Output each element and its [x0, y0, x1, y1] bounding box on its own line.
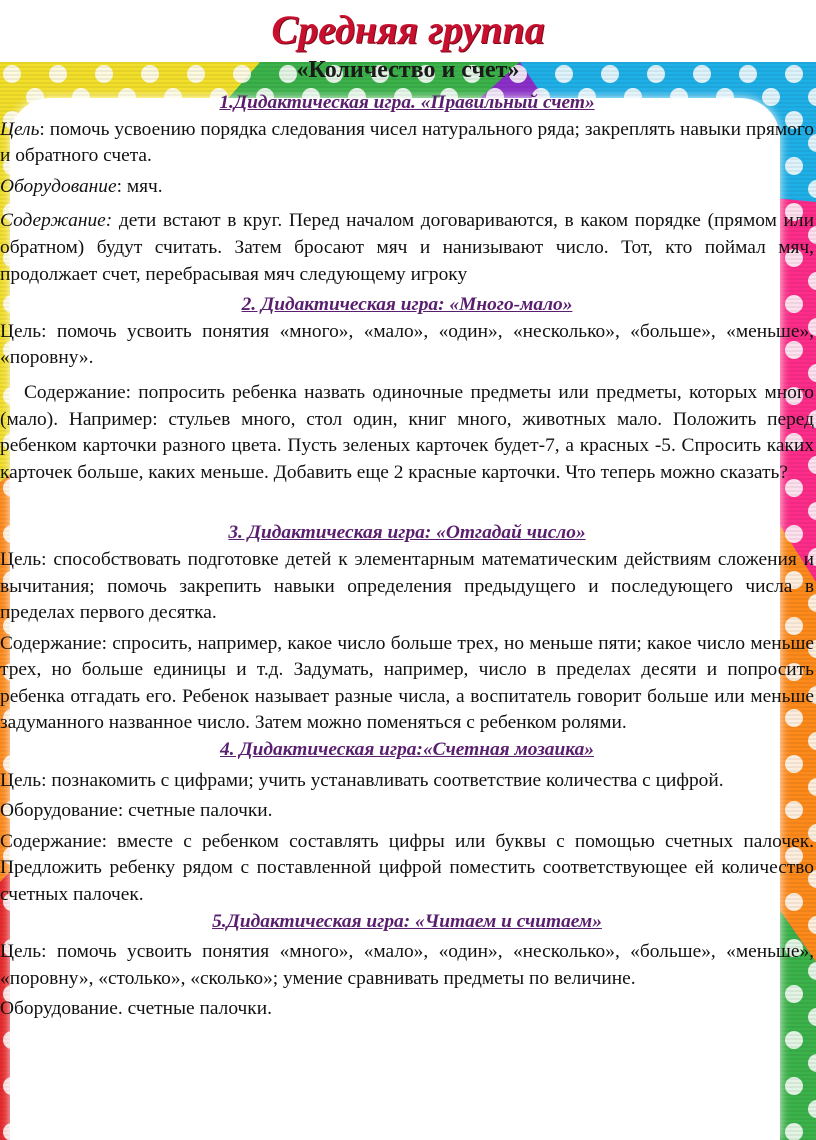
section-5-equipment: Оборудование. счетные палочки.: [0, 998, 272, 1020]
section-2-heading: 2. Дидактическая игра: «Много-мало»: [241, 294, 573, 316]
section-1-equipment: [0, 174, 814, 201]
section-3-goal: Цель: способствовать подготовке детей к элементарным математическим действиям сложения и вычитания; помочь закрепить навыки определения предыдущего и последующего числа в пределах первого десятка.: [0, 548, 814, 624]
page-title: Средняя группа: [271, 7, 545, 52]
section-1-goal: [0, 117, 814, 170]
section-4-content: Содержание: вместе с ребенком составлять цифры или буквы с помощью счетных палочек. Предложить ребенку рядом с поставленной цифрой поместить соответствующее ей количество счетных палочек.: [0, 830, 814, 906]
section-1-equipment-label: Оборудование: [0, 175, 117, 197]
section-3-heading: 3. Дидактическая игра: «Отгадай число»: [228, 522, 586, 544]
section-5-goal: Цель: помочь усвоить понятия «много», «мало», «один», «несколько», «больше», «меньше», «поровну», «столько», «сколько»; умение сравнивать предметы по величине.: [0, 941, 814, 989]
section-2-content: Содержание: попросить ребенка назвать одиночные предметы или предметы, которых много (мало). Например: стульев много, стол один, книг много, животных мало. Положить перед ребенком карточки разного цвета. Пусть зеленых карточек будет-7, а красных -5. Спросить каких карточек больше, каких меньше. Добавить еще 2 красные карточки. Что теперь можно сказать?: [0, 381, 814, 483]
section-2-goal: Цель: помочь усвоить понятия «много», «мало», «один», «несколько», «больше», «меньше», «поровну».: [0, 320, 814, 369]
section-1-equipment-text: : мяч.: [116, 175, 163, 197]
section-1-goal-text: : помочь усвоению порядка следования чисел натурального ряда; закреплять навыки прямого и обратного счета.: [0, 118, 814, 167]
page-subtitle: «Количество и счет»: [296, 57, 520, 83]
section-3-content: Содержание: спросить, например, какое число больше трех, но меньше пяти; какое число меньше трех, но больше единицы и т.д. Задумать, например, число в пределах десяти и попросить ребенка отгадать его. Ребенок называет разные числа, а воспитатель говорит больше или меньше задуманного названное число. Затем можно поменяться с ребенком ролями.: [0, 632, 814, 734]
section-4-heading: 4. Дидактическая игра:«Счетная мозаика»: [219, 739, 595, 761]
section-1-content: [0, 208, 814, 288]
section-1-content-label: Содержание:: [0, 210, 113, 232]
section-4-equipment: Оборудование: счетные палочки.: [0, 800, 273, 822]
section-4-goal: Цель: познакомить с цифрами; учить устанавливать соответствие количества с цифрой.: [0, 769, 724, 791]
section-1-goal-label: Цель: [0, 118, 40, 140]
section-5-heading: 5.Дидактическая игра: «Читаем и считаем»: [212, 910, 602, 932]
document-body: [0, 90, 814, 1023]
section-1-heading: 1.Дидактическая игра. «Правильный счет»: [219, 92, 595, 113]
section-1-content-text: дети встают в круг. Перед началом договариваются, в каком порядке (прямом или обратном) будут считать. Затем бросают мяч и нанизывают число. Тот, кто поймал мяч, продолжает счет, перебрасывая мяч следующему игроку: [0, 210, 814, 285]
section-spacer: [0, 486, 814, 512]
